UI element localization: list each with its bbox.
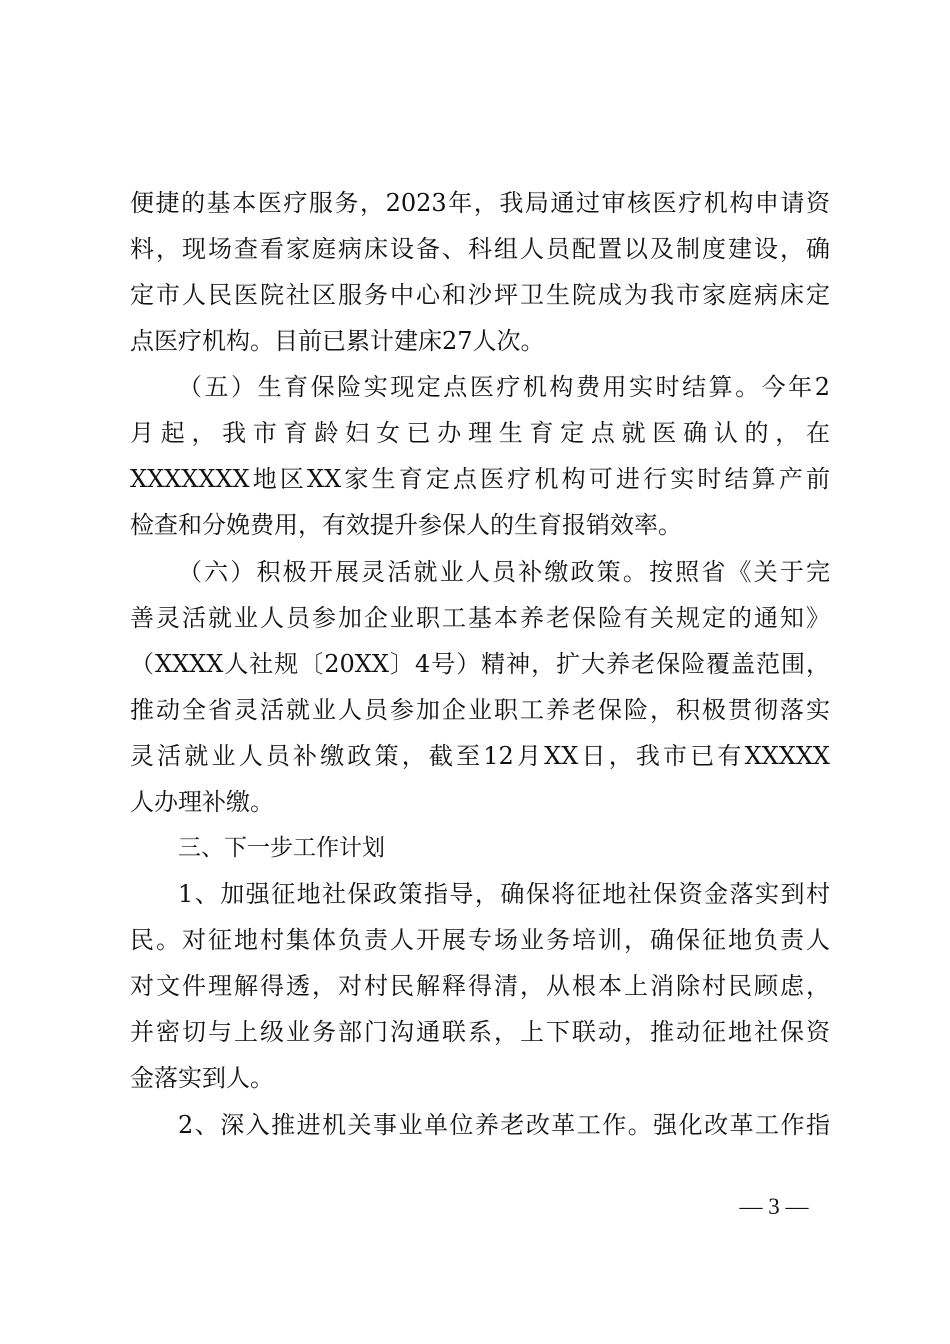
section-heading-6: （六）积极开展灵活就业人员补缴政策。按照省《关于完 bbox=[178, 558, 830, 586]
text-line: 定市人民医院社区服务中心和沙坪卫生院成为我市家庭病床定 bbox=[130, 281, 830, 309]
section-title-next-steps: 三、下一步工作计划 bbox=[178, 835, 385, 861]
text-line: 善灵活就业人员参加企业职工基本养老保险有关规定的通知》 bbox=[130, 604, 830, 632]
list-item-1-line: 1、加强征地社保政策指导，确保将征地社保资金落实到村 bbox=[178, 880, 830, 908]
text-line: XXXXXXX地区XX家生育定点医疗机构可进行实时结算产前 bbox=[130, 465, 830, 493]
text-line: 灵活就业人员补缴政策，截至12月XX日，我市已有XXXXX bbox=[130, 742, 830, 770]
section-heading-5: （五）生育保险实现定点医疗机构费用实时结算。今年2 bbox=[178, 373, 830, 401]
text-line: 人办理补缴。 bbox=[130, 788, 274, 816]
text-line: 检查和分娩费用，有效提升参保人的生育报销效率。 bbox=[130, 511, 682, 539]
text-line: （XXXX人社规〔20XX〕4号）精神，扩大养老保险覆盖范围， bbox=[130, 650, 830, 678]
text-line: 对文件理解得透，对村民解释得清，从根本上消除村民顾虑， bbox=[130, 972, 830, 1000]
list-item-2-line: 2、深入推进机关事业单位养老改革工作。强化改革工作指 bbox=[178, 1111, 830, 1139]
text-line: 并密切与上级业务部门沟通联系，上下联动，推动征地社保资 bbox=[130, 1018, 830, 1046]
text-line: 点医疗机构。目前已累计建床27人次。 bbox=[130, 327, 545, 355]
text-line: 民。对征地村集体负责人开展专场业务培训，确保征地负责人 bbox=[130, 926, 830, 954]
text-line: 金落实到人。 bbox=[130, 1064, 274, 1092]
text-line: 推动全省灵活就业人员参加企业职工养老保险，积极贯彻落实 bbox=[130, 696, 830, 724]
page-number: — 3 — bbox=[739, 1194, 809, 1219]
text-line: 便捷的基本医疗服务，2023年，我局通过审核医疗机构申请资 bbox=[130, 189, 830, 217]
text-line: 月起，我市育龄妇女已办理生育定点就医确认的，在 bbox=[130, 419, 830, 447]
text-line: 料，现场查看家庭病床设备、科组人员配置以及制度建设，确 bbox=[130, 235, 830, 263]
